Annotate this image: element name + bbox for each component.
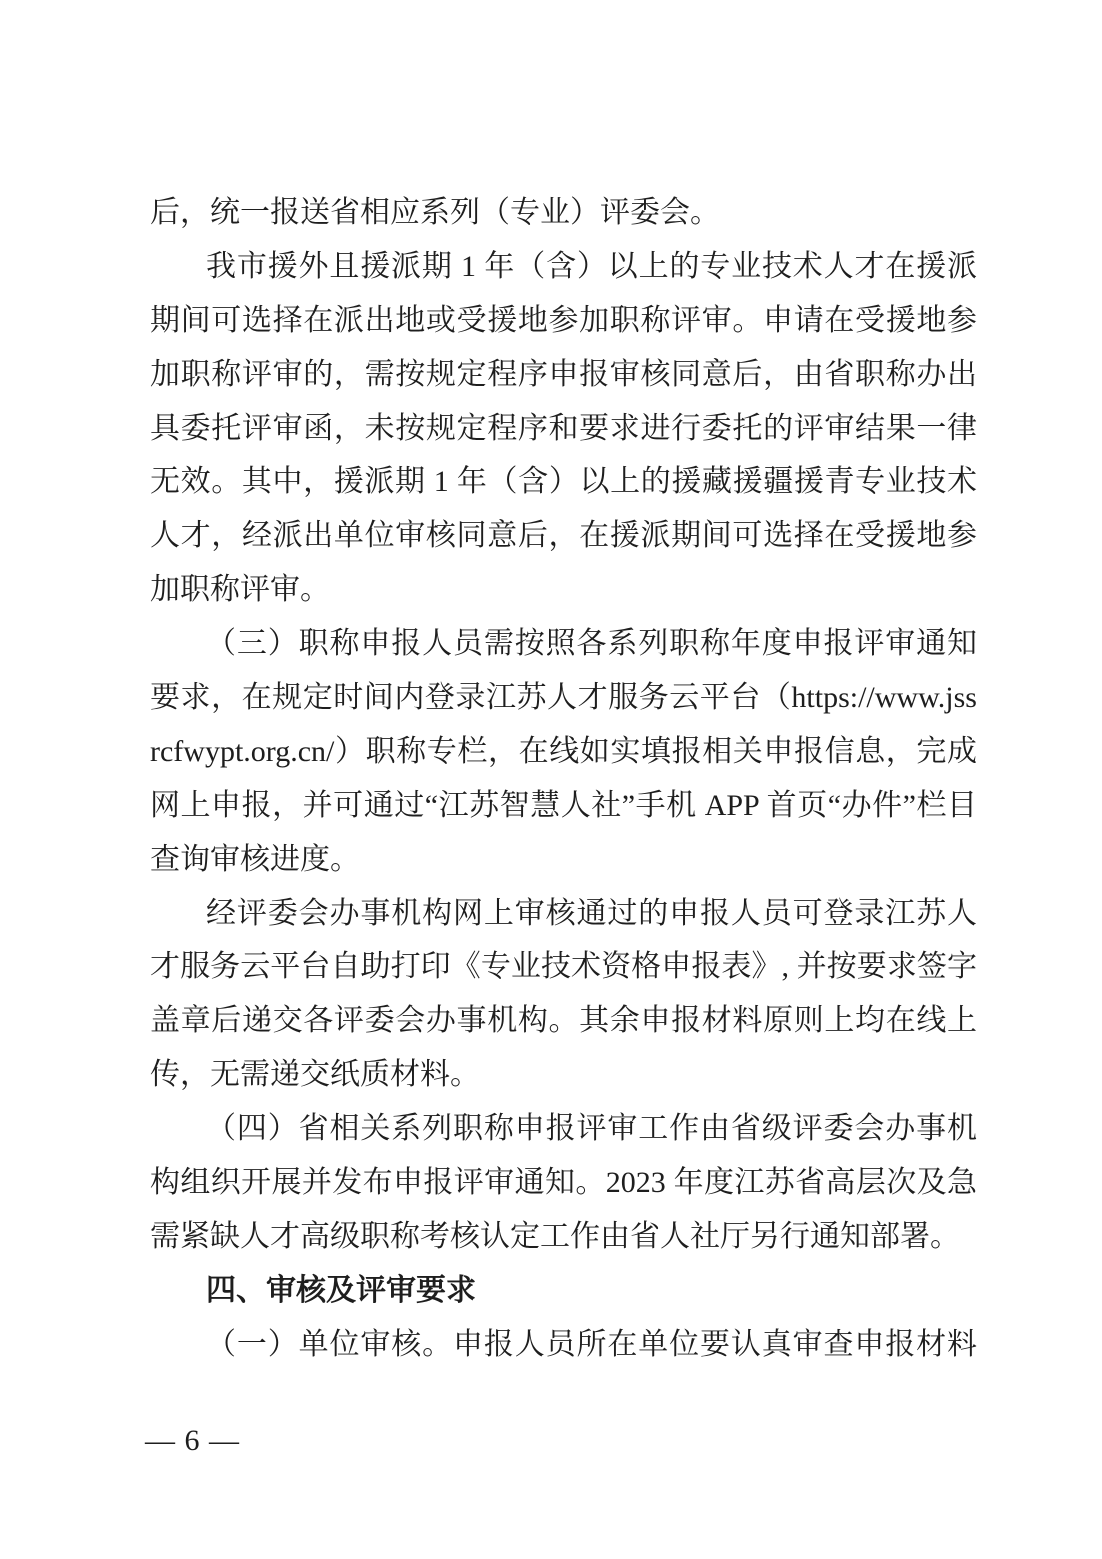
text-line: 需紧缺人才高级职称考核认定工作由省人社厅另行通知部署。 bbox=[150, 1219, 960, 1253]
paragraph bbox=[150, 1102, 977, 1264]
text-line: 期间可选择在派出地或受援地参加职称评审。申请在受援地参 bbox=[150, 303, 977, 337]
text-line: （一）单位审核。申报人员所在单位要认真审查申报材料 bbox=[206, 1327, 977, 1361]
text-line: 后，统一报送省相应系列（专业）评委会。 bbox=[150, 196, 720, 229]
text-line: （三）职称申报人员需按照各系列职称年度申报评审通知 bbox=[206, 627, 977, 661]
section-heading bbox=[150, 1264, 977, 1318]
text-line: 要求，在规定时间内登录江苏人才服务云平台（https://www.jss bbox=[150, 681, 977, 715]
paragraph bbox=[150, 240, 977, 617]
text-line: 具委托评审函，未按规定程序和要求进行委托的评审结果一律 bbox=[150, 411, 977, 445]
text-line: 查询审核进度。 bbox=[150, 842, 360, 876]
text-line: rcfwypt.org.cn/）职称专栏，在线如实填报相关申报信息，完成 bbox=[150, 734, 977, 768]
text-line: 构组织开展并发布申报评审通知。2023 年度江苏省高层次及急 bbox=[150, 1166, 977, 1200]
text-line: 传，无需递交纸质材料。 bbox=[150, 1058, 480, 1092]
document-body bbox=[150, 186, 977, 1372]
page-number: — 6 — bbox=[145, 1424, 240, 1457]
paragraph bbox=[150, 186, 977, 240]
text-line: 才服务云平台自助打印《专业技术资格申报表》, 并按要求签字 bbox=[150, 950, 977, 984]
text-line: （四）省相关系列职称申报评审工作由省级评委会办事机 bbox=[206, 1112, 977, 1146]
section-heading-text: 四、审核及评审要求 bbox=[206, 1273, 476, 1307]
text-line: 盖章后递交各评委会办事机构。其余申报材料原则上均在线上 bbox=[150, 1004, 977, 1038]
paragraph bbox=[150, 887, 977, 1103]
text-line: 加职称评审的，需按规定程序申报审核同意后，由省职称办出 bbox=[150, 357, 977, 391]
text-line: 网上申报，并可通过“江苏智慧人社”手机 APP 首页“办件”栏目 bbox=[150, 788, 977, 822]
text-line: 我市援外且援派期 1 年（含）以上的专业技术人才在援派 bbox=[206, 249, 977, 283]
text-line: 加职称评审。 bbox=[150, 573, 330, 607]
text-line: 人才，经派出单位审核同意后，在援派期间可选择在受援地参 bbox=[150, 519, 977, 553]
paragraph bbox=[150, 1318, 977, 1372]
paragraph bbox=[150, 617, 977, 886]
text-line: 经评委会办事机构网上审核通过的申报人员可登录江苏人 bbox=[206, 896, 977, 930]
text-line: 无效。其中，援派期 1 年（含）以上的援藏援疆援青专业技术 bbox=[150, 465, 977, 499]
